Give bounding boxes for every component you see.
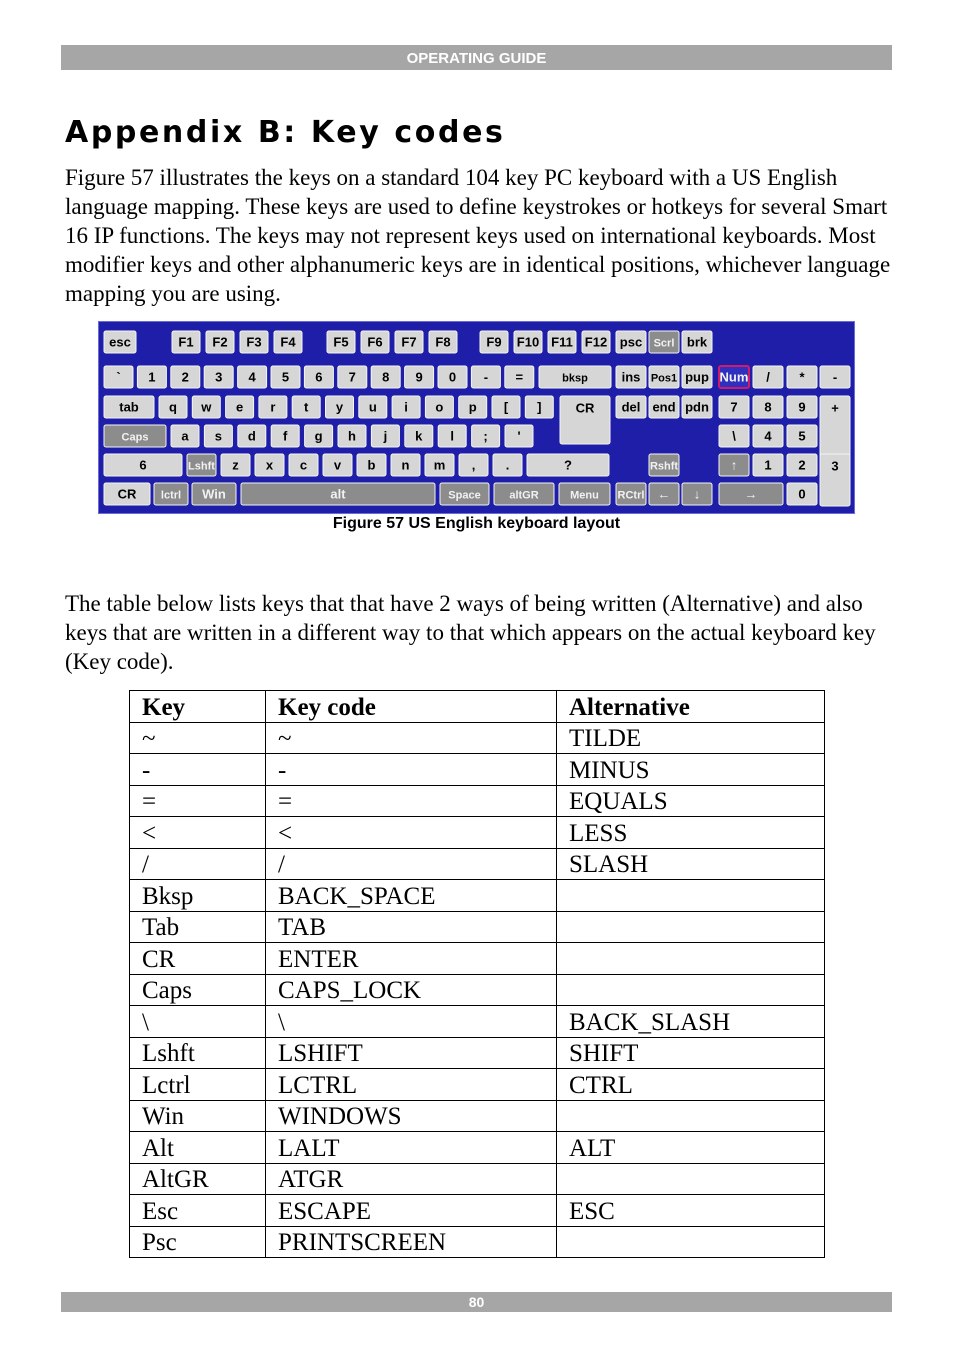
cell-alternative — [557, 1100, 825, 1132]
key-label: w — [201, 399, 212, 415]
key-label: 8 — [382, 369, 390, 385]
cell-key-code: LCTRL — [266, 1069, 557, 1101]
cell-key: \ — [130, 1006, 266, 1038]
cell-key: Esc — [130, 1195, 266, 1227]
key-label: 2 — [181, 369, 189, 385]
key-label: - — [483, 369, 489, 385]
key-label: [ — [503, 399, 509, 415]
key-label: z — [232, 457, 239, 473]
key-label: 0 — [448, 369, 457, 385]
cell-key-code: TAB — [266, 911, 557, 943]
key-label: Win — [202, 486, 226, 502]
key-label: ] — [537, 399, 542, 415]
key-label: end — [652, 399, 676, 415]
key-label: pdn — [685, 399, 709, 415]
key-label: 3 — [215, 369, 223, 385]
cell-alternative: SHIFT — [557, 1037, 825, 1069]
table-row — [130, 911, 825, 943]
key-label: ; — [483, 428, 488, 444]
key-label: l — [450, 428, 455, 444]
cell-key: Lshft — [130, 1037, 266, 1069]
table-row — [130, 817, 825, 849]
key-label: * — [799, 369, 805, 385]
key-label: Menu — [570, 489, 599, 502]
key-label: 2 — [798, 457, 806, 473]
key-label: ↓ — [693, 486, 701, 502]
cell-alternative — [557, 1163, 825, 1195]
cell-alternative: TILDE — [557, 722, 825, 754]
key-label: → — [744, 486, 758, 502]
cell-key-code: LSHIFT — [266, 1037, 557, 1069]
key-label: F6 — [367, 334, 383, 350]
key-label: / — [766, 369, 770, 385]
key-label: = — [515, 369, 524, 385]
key-label: F12 — [584, 334, 608, 350]
cell-key-code: ENTER — [266, 943, 557, 975]
cell-key: ~ — [130, 722, 266, 754]
key-label: ` — [116, 369, 121, 385]
cell-alternative: EQUALS — [557, 785, 825, 817]
key-label: esc — [109, 334, 131, 350]
keyboard-figure — [98, 321, 855, 514]
cell-key: Psc — [130, 1226, 266, 1258]
key-label: ' — [517, 428, 521, 444]
key-label: F1 — [178, 334, 194, 350]
key-label: x — [265, 457, 274, 473]
page-title: Appendix B: Key codes — [65, 115, 506, 150]
table-row — [130, 848, 825, 880]
key-label: t — [304, 399, 309, 415]
key-label: Lshft — [188, 460, 215, 473]
page-header: OPERATING GUIDE — [61, 45, 892, 70]
key-label: F4 — [280, 334, 296, 350]
cell-key: AltGR — [130, 1163, 266, 1195]
key-label: u — [368, 399, 377, 415]
table-row — [130, 722, 825, 754]
key-label: p — [468, 399, 477, 415]
key-label: 9 — [415, 369, 423, 385]
key-label: tab — [119, 399, 139, 415]
cell-key-code: / — [266, 848, 557, 880]
key-label: Rshft — [649, 460, 679, 473]
page-number: 80 — [468, 1294, 485, 1310]
cell-key: Caps — [130, 974, 266, 1006]
key-label: CR — [117, 486, 137, 502]
cell-key: < — [130, 817, 266, 849]
key-label: q — [169, 399, 177, 415]
key-label: 3 — [831, 458, 839, 474]
cell-alternative — [557, 1226, 825, 1258]
table-row — [130, 880, 825, 912]
key-label: 6 — [315, 369, 323, 385]
key-label: n — [401, 457, 410, 473]
cell-key: / — [130, 848, 266, 880]
cell-key-code: CAPS_LOCK — [266, 974, 557, 1006]
key-label: psc — [619, 334, 643, 350]
cell-alternative — [557, 911, 825, 943]
table-row — [130, 1163, 825, 1195]
key-label: 0 — [798, 486, 806, 502]
cell-key-code: ~ — [266, 722, 557, 754]
key-label: g — [314, 428, 323, 444]
key-label: F9 — [486, 334, 502, 350]
key-label: alt — [330, 486, 346, 502]
key-label: 6 — [139, 457, 147, 473]
cell-key: Tab — [130, 911, 266, 943]
table-row — [130, 1100, 825, 1132]
key-label: F5 — [333, 334, 349, 350]
key-label: 1 — [764, 457, 772, 473]
key-label: m — [433, 457, 446, 473]
key-label: F2 — [212, 334, 228, 350]
key-label: \ — [732, 428, 736, 444]
cell-alternative — [557, 943, 825, 975]
key-label: Num — [719, 369, 749, 385]
key-label: F11 — [551, 334, 573, 350]
key-label: pup — [685, 369, 709, 385]
cell-key-code: BACK_SPACE — [266, 880, 557, 912]
key-label: 7 — [730, 399, 738, 415]
column-header-key-code: Key code — [266, 691, 557, 723]
key-label: . — [505, 457, 510, 473]
key-label: o — [435, 399, 444, 415]
key-label: s — [214, 428, 223, 444]
table-row — [130, 1195, 825, 1227]
table-row — [130, 1069, 825, 1101]
table-row — [130, 1037, 825, 1069]
cell-key-code: PRINTSCREEN — [266, 1226, 557, 1258]
key-label: F3 — [246, 334, 262, 350]
key-label: v — [333, 457, 342, 473]
cell-key-code: LALT — [266, 1132, 557, 1164]
cell-alternative: ESC — [557, 1195, 825, 1227]
key-label: - — [832, 369, 838, 385]
key-label: f — [283, 428, 288, 444]
key-label: h — [348, 428, 356, 444]
cell-alternative — [557, 974, 825, 1006]
key-label: del — [621, 399, 641, 415]
cell-key-code: ESCAPE — [266, 1195, 557, 1227]
cell-key-code: < — [266, 817, 557, 849]
key-label: e — [235, 399, 244, 415]
column-header-alternative: Alternative — [557, 691, 825, 723]
cell-key: - — [130, 754, 266, 786]
cell-key: = — [130, 785, 266, 817]
key-label: altGR — [509, 489, 539, 502]
key-label: + — [831, 400, 839, 416]
key-label: k — [415, 428, 423, 444]
key-label: lctrl — [160, 489, 182, 502]
cell-alternative: ALT — [557, 1132, 825, 1164]
key-label: r — [270, 399, 276, 415]
key-label: , — [471, 457, 476, 473]
key-label: CR — [575, 400, 595, 416]
key-label: d — [247, 428, 256, 444]
cell-alternative: CTRL — [557, 1069, 825, 1101]
cell-key-code: - — [266, 754, 557, 786]
key-label: 7 — [348, 369, 356, 385]
cell-alternative: SLASH — [557, 848, 825, 880]
table-row — [130, 754, 825, 786]
key-label: 4 — [248, 369, 256, 385]
cell-key: Lctrl — [130, 1069, 266, 1101]
key-label: b — [367, 457, 376, 473]
cell-key: Bksp — [130, 880, 266, 912]
key-label: F7 — [401, 334, 417, 350]
key-codes-table — [129, 690, 825, 1258]
figure-caption: Figure 57 US English keyboard layout — [332, 515, 621, 532]
key-label: Pos1 — [650, 372, 678, 385]
key-label: Scrl — [653, 337, 675, 350]
intro-paragraph: Figure 57 illustrates the keys on a standard 104 key PC keyboard with a US English language mapping. These keys are used to define keystrokes or hotkeys for several Smart 16 IP functions. The keys may not represent keys used on international keyboards. Most modifier keys and other alphanumeric keys are in identical positions, whichever language mapping you are using. — [65, 165, 891, 306]
key-label: ↑ — [730, 457, 738, 473]
table-row — [130, 943, 825, 975]
key-label: 4 — [764, 428, 772, 444]
table-row — [130, 1226, 825, 1258]
column-header-key: Key — [130, 691, 266, 723]
key-label: F10 — [516, 334, 540, 350]
cell-key: CR — [130, 943, 266, 975]
key-label: brk — [686, 334, 708, 350]
cell-key: Alt — [130, 1132, 266, 1164]
cell-alternative — [557, 880, 825, 912]
cell-key-code: WINDOWS — [266, 1100, 557, 1132]
table-row — [130, 1132, 825, 1164]
key-label: c — [299, 457, 308, 473]
key-label: bksp — [562, 372, 588, 385]
key-label: 5 — [281, 369, 290, 385]
table-intro-paragraph: The table below lists keys that that have 2 ways of being written (Alternative) and also keys that are written in a different way to that which appears on the actual keyboard key (Key code). — [65, 591, 876, 674]
page-footer — [61, 1292, 892, 1312]
key-label: 9 — [798, 399, 806, 415]
key-label: Caps — [121, 431, 149, 444]
cell-key-code: ATGR — [266, 1163, 557, 1195]
key-label: 5 — [798, 428, 806, 444]
table-header-row — [130, 691, 825, 723]
cell-alternative: MINUS — [557, 754, 825, 786]
key-label: 8 — [764, 399, 772, 415]
key-label: ? — [564, 457, 572, 473]
cell-key: Win — [130, 1100, 266, 1132]
key-label: ← — [657, 486, 671, 502]
key-label: RCtrl — [617, 489, 645, 502]
cell-key-code: \ — [266, 1006, 557, 1038]
key-label: y — [335, 399, 344, 415]
key-label: j — [383, 428, 388, 444]
key-label: ins — [621, 369, 641, 385]
key-label: Space — [448, 489, 481, 502]
cell-alternative: BACK_SLASH — [557, 1006, 825, 1038]
table-row — [130, 785, 825, 817]
key-label: i — [404, 399, 408, 415]
table-row — [130, 1006, 825, 1038]
key-label: 1 — [148, 369, 156, 385]
key-label: a — [181, 428, 189, 444]
cell-key-code: = — [266, 785, 557, 817]
table-row — [130, 974, 825, 1006]
cell-alternative: LESS — [557, 817, 825, 849]
key-label: F8 — [435, 334, 451, 350]
